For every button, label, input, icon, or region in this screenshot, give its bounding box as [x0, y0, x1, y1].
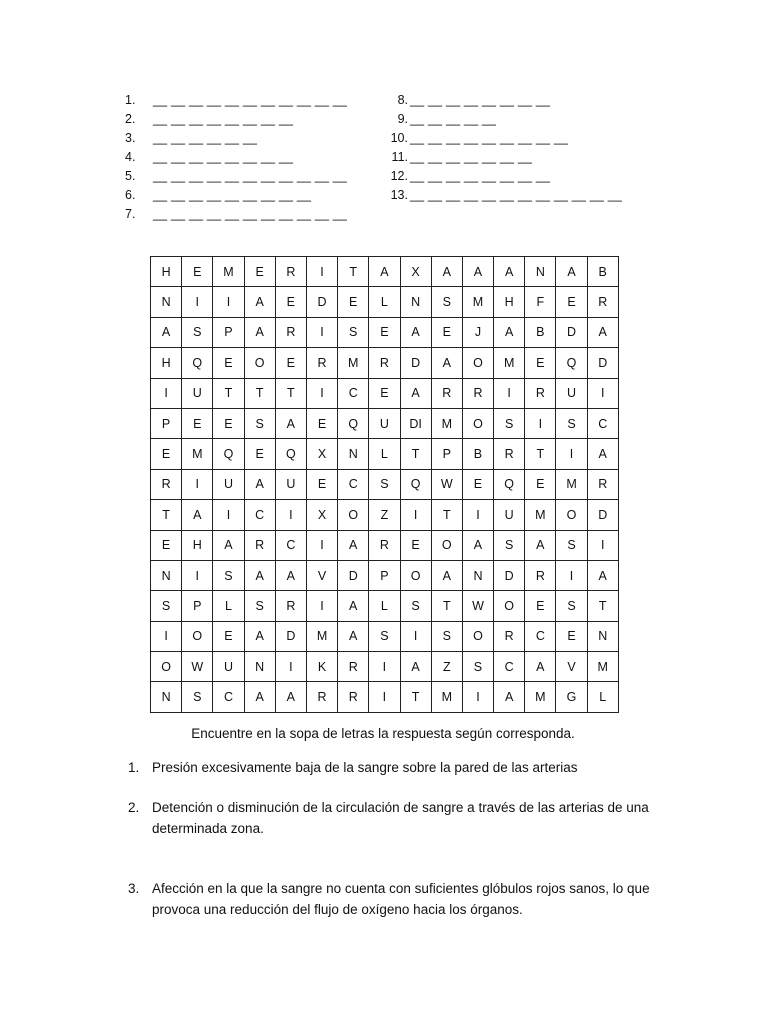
grid-cell[interactable]: T: [587, 591, 618, 621]
grid-cell[interactable]: M: [587, 652, 618, 682]
answer-blank: __ __ __ __ __ __ __ __ __ __ __: [153, 169, 348, 183]
grid-cell[interactable]: C: [525, 621, 556, 651]
grid-cell[interactable]: P: [182, 591, 213, 621]
grid-cell[interactable]: S: [182, 317, 213, 347]
grid-cell[interactable]: S: [556, 591, 587, 621]
grid-cell[interactable]: A: [244, 560, 275, 590]
grid-cell[interactable]: D: [556, 317, 587, 347]
grid-cell[interactable]: Q: [400, 469, 431, 499]
grid-row: [151, 652, 619, 682]
grid-cell[interactable]: S: [369, 469, 400, 499]
grid-cell[interactable]: T: [400, 682, 431, 712]
grid-cell[interactable]: I: [494, 378, 525, 408]
grid-cell[interactable]: E: [244, 257, 275, 287]
grid-row: [151, 287, 619, 317]
grid-cell[interactable]: I: [306, 591, 337, 621]
grid-cell[interactable]: R: [275, 317, 306, 347]
grid-cell[interactable]: U: [213, 652, 244, 682]
grid-cell[interactable]: U: [213, 469, 244, 499]
grid-cell[interactable]: A: [338, 591, 369, 621]
grid-cell[interactable]: S: [338, 317, 369, 347]
clue-text: Detención o disminución de la circulación de sangre a través de las arterias de una determinada zona.: [152, 800, 649, 836]
grid-row: [151, 560, 619, 590]
grid-cell[interactable]: M: [462, 287, 493, 317]
grid-cell[interactable]: S: [369, 621, 400, 651]
grid-cell[interactable]: A: [275, 682, 306, 712]
answer-blank-row: [125, 167, 347, 186]
grid-cell[interactable]: M: [306, 621, 337, 651]
grid-cell[interactable]: S: [182, 682, 213, 712]
answer-blank-row: [386, 110, 622, 129]
grid-cell[interactable]: A: [244, 621, 275, 651]
grid-cell[interactable]: E: [556, 621, 587, 651]
grid-cell[interactable]: A: [431, 560, 462, 590]
grid-cell[interactable]: H: [494, 287, 525, 317]
answer-blank-row: [386, 148, 622, 167]
grid-cell[interactable]: J: [462, 317, 493, 347]
grid-cell[interactable]: X: [400, 257, 431, 287]
grid-cell[interactable]: V: [556, 652, 587, 682]
grid-cell[interactable]: Q: [275, 439, 306, 469]
grid-cell[interactable]: E: [400, 530, 431, 560]
grid-cell[interactable]: S: [151, 591, 182, 621]
clue-item: [128, 757, 668, 778]
grid-cell[interactable]: S: [494, 530, 525, 560]
grid-cell[interactable]: O: [462, 408, 493, 438]
grid-cell[interactable]: S: [556, 530, 587, 560]
grid-cell[interactable]: O: [462, 348, 493, 378]
grid-cell[interactable]: I: [400, 500, 431, 530]
grid-cell[interactable]: N: [244, 652, 275, 682]
grid-cell[interactable]: D: [275, 621, 306, 651]
grid-cell[interactable]: E: [306, 408, 337, 438]
grid-cell[interactable]: R: [338, 682, 369, 712]
grid-row: [151, 621, 619, 651]
grid-row: [151, 348, 619, 378]
clue-item: [128, 797, 668, 839]
grid-cell[interactable]: A: [244, 317, 275, 347]
grid-cell[interactable]: DI: [400, 408, 431, 438]
grid-cell[interactable]: B: [525, 317, 556, 347]
grid-cell[interactable]: N: [338, 439, 369, 469]
grid-cell[interactable]: I: [400, 621, 431, 651]
grid-cell[interactable]: E: [525, 348, 556, 378]
grid-cell[interactable]: E: [306, 469, 337, 499]
grid-cell[interactable]: S: [213, 560, 244, 590]
grid-cell[interactable]: I: [556, 560, 587, 590]
grid-cell[interactable]: F: [525, 287, 556, 317]
grid-cell[interactable]: E: [556, 287, 587, 317]
grid-cell[interactable]: A: [400, 652, 431, 682]
grid-cell[interactable]: I: [151, 621, 182, 651]
answer-number: 13.: [390, 188, 408, 202]
clue-text: Afección en la que la sangre no cuenta con suficientes glóbulos rojos sanos, lo que provoca una reducción del flujo de oxígeno hacia los órganos.: [152, 881, 650, 917]
grid-cell[interactable]: N: [587, 621, 618, 651]
answer-blank: __ __ __ __ __ __ __ __: [410, 93, 551, 107]
grid-cell[interactable]: H: [151, 257, 182, 287]
word-search-grid: [150, 256, 619, 713]
answer-blank: __ __ __ __ __ __ __ __ __ __ __: [153, 207, 348, 221]
answer-blank-row: [125, 186, 347, 205]
clue-number: 1.: [128, 760, 140, 775]
grid-cell[interactable]: T: [338, 257, 369, 287]
grid-cell[interactable]: O: [400, 560, 431, 590]
grid-cell[interactable]: Q: [338, 408, 369, 438]
instructions: Encuentre en la sopa de letras la respuesta según corresponda.: [191, 726, 575, 741]
grid-row: [151, 682, 619, 712]
grid-cell[interactable]: N: [525, 257, 556, 287]
grid-cell[interactable]: P: [213, 317, 244, 347]
grid-cell[interactable]: X: [306, 500, 337, 530]
answer-number: 1.: [125, 93, 136, 107]
grid-cell[interactable]: I: [369, 652, 400, 682]
grid-cell[interactable]: O: [431, 530, 462, 560]
grid-cell[interactable]: C: [338, 378, 369, 408]
grid-cell[interactable]: R: [275, 257, 306, 287]
grid-cell[interactable]: N: [151, 287, 182, 317]
grid-cell[interactable]: C: [587, 408, 618, 438]
grid-cell[interactable]: M: [525, 682, 556, 712]
grid-cell[interactable]: T: [151, 500, 182, 530]
grid-cell[interactable]: D: [400, 348, 431, 378]
grid-cell[interactable]: S: [431, 287, 462, 317]
grid-cell[interactable]: A: [462, 257, 493, 287]
grid-cell[interactable]: A: [587, 317, 618, 347]
grid-cell[interactable]: I: [182, 287, 213, 317]
grid-cell[interactable]: U: [275, 469, 306, 499]
grid-cell[interactable]: V: [306, 560, 337, 590]
grid-cell[interactable]: R: [275, 591, 306, 621]
grid-cell[interactable]: A: [338, 621, 369, 651]
grid-cell[interactable]: I: [182, 560, 213, 590]
grid-cell[interactable]: G: [556, 682, 587, 712]
grid-cell[interactable]: L: [587, 682, 618, 712]
grid-cell[interactable]: S: [462, 652, 493, 682]
grid-cell[interactable]: E: [525, 469, 556, 499]
answer-blank: __ __ __ __ __ __: [153, 131, 258, 145]
grid-cell[interactable]: C: [244, 500, 275, 530]
grid-cell[interactable]: A: [587, 439, 618, 469]
grid-cell[interactable]: O: [151, 652, 182, 682]
grid-cell[interactable]: P: [369, 560, 400, 590]
grid-cell[interactable]: M: [525, 500, 556, 530]
grid-cell[interactable]: M: [338, 348, 369, 378]
grid-row: [151, 469, 619, 499]
grid-cell[interactable]: A: [244, 682, 275, 712]
grid-row: [151, 439, 619, 469]
clue-number: 3.: [128, 881, 140, 896]
grid-cell[interactable]: A: [244, 287, 275, 317]
grid-cell[interactable]: I: [525, 408, 556, 438]
answer-blank-row: [125, 148, 347, 167]
grid-cell[interactable]: R: [525, 560, 556, 590]
grid-cell[interactable]: T: [431, 500, 462, 530]
answer-blank: __ __ __ __ __ __ __ __ __: [153, 188, 312, 202]
grid-cell[interactable]: A: [587, 560, 618, 590]
answer-number: 3.: [125, 131, 136, 145]
grid-cell[interactable]: I: [587, 378, 618, 408]
grid-cell[interactable]: D: [587, 348, 618, 378]
answer-blank: __ __ __ __ __ __ __ __ __ __ __ __: [410, 188, 623, 202]
grid-cell[interactable]: Q: [182, 348, 213, 378]
grid-cell[interactable]: E: [275, 348, 306, 378]
answer-blank: __ __ __ __ __: [410, 112, 497, 126]
grid-cell[interactable]: T: [244, 378, 275, 408]
grid-cell[interactable]: I: [587, 530, 618, 560]
grid-cell[interactable]: A: [151, 317, 182, 347]
grid-cell[interactable]: I: [462, 500, 493, 530]
answer-blank-row: [125, 129, 347, 148]
grid-cell[interactable]: D: [494, 560, 525, 590]
grid-cell[interactable]: E: [244, 439, 275, 469]
answer-number: 9.: [397, 112, 408, 126]
grid-cell[interactable]: E: [369, 378, 400, 408]
grid-cell[interactable]: A: [182, 500, 213, 530]
grid-cell[interactable]: R: [306, 348, 337, 378]
grid-cell[interactable]: K: [306, 652, 337, 682]
grid-cell[interactable]: W: [182, 652, 213, 682]
answer-blank: __ __ __ __ __ __ __ __: [153, 112, 294, 126]
grid-cell[interactable]: R: [494, 621, 525, 651]
grid-cell[interactable]: O: [556, 500, 587, 530]
grid-cell[interactable]: A: [494, 682, 525, 712]
grid-cell[interactable]: S: [494, 408, 525, 438]
grid-cell[interactable]: O: [494, 591, 525, 621]
grid-cell[interactable]: A: [556, 257, 587, 287]
answer-blanks-right: [386, 91, 622, 205]
grid-cell[interactable]: M: [182, 439, 213, 469]
grid-cell[interactable]: A: [244, 469, 275, 499]
answer-blank: __ __ __ __ __ __ __ __ __ __ __: [153, 93, 348, 107]
grid-cell[interactable]: I: [306, 317, 337, 347]
grid-cell[interactable]: Z: [369, 500, 400, 530]
grid-cell[interactable]: E: [213, 348, 244, 378]
grid-cell[interactable]: R: [306, 682, 337, 712]
grid-cell[interactable]: R: [244, 530, 275, 560]
grid-cell[interactable]: E: [182, 257, 213, 287]
grid-cell[interactable]: O: [462, 621, 493, 651]
grid-cell[interactable]: T: [213, 378, 244, 408]
grid-cell[interactable]: R: [151, 469, 182, 499]
grid-cell[interactable]: C: [213, 682, 244, 712]
grid-cell[interactable]: S: [556, 408, 587, 438]
grid-cell[interactable]: D: [587, 500, 618, 530]
grid-cell[interactable]: R: [525, 378, 556, 408]
answer-number: 10.: [390, 131, 408, 145]
answer-blank: __ __ __ __ __ __ __: [410, 150, 533, 164]
grid-cell[interactable]: P: [431, 439, 462, 469]
grid-cell[interactable]: P: [151, 408, 182, 438]
grid-cell[interactable]: S: [431, 621, 462, 651]
grid-cell[interactable]: C: [494, 652, 525, 682]
grid-cell[interactable]: R: [431, 378, 462, 408]
grid-cell[interactable]: A: [400, 317, 431, 347]
grid-cell[interactable]: U: [556, 378, 587, 408]
grid-cell[interactable]: L: [213, 591, 244, 621]
answer-blank-row: [125, 110, 347, 129]
grid-cell[interactable]: R: [587, 469, 618, 499]
answer-number: 5.: [125, 169, 136, 183]
grid-cell[interactable]: Q: [213, 439, 244, 469]
answer-number: 2.: [125, 112, 136, 126]
grid-cell[interactable]: M: [431, 408, 462, 438]
answer-number: 11.: [391, 150, 408, 164]
grid-cell[interactable]: E: [431, 317, 462, 347]
grid-cell[interactable]: I: [275, 652, 306, 682]
answer-number: 7.: [125, 207, 136, 221]
answer-blank: __ __ __ __ __ __ __ __: [153, 150, 294, 164]
grid-cell[interactable]: E: [213, 408, 244, 438]
grid-cell[interactable]: T: [431, 591, 462, 621]
grid-cell[interactable]: I: [275, 500, 306, 530]
grid-cell[interactable]: A: [525, 652, 556, 682]
answer-blank-row: [386, 186, 622, 205]
grid-cell[interactable]: U: [369, 408, 400, 438]
grid-cell[interactable]: N: [151, 560, 182, 590]
grid-cell[interactable]: M: [431, 682, 462, 712]
clue-number: 2.: [128, 800, 140, 815]
grid-cell[interactable]: N: [400, 287, 431, 317]
grid-cell[interactable]: Q: [494, 469, 525, 499]
grid-cell[interactable]: H: [151, 348, 182, 378]
grid-cell[interactable]: I: [306, 257, 337, 287]
grid-cell[interactable]: A: [369, 257, 400, 287]
grid-cell[interactable]: B: [462, 439, 493, 469]
grid-cell[interactable]: M: [494, 348, 525, 378]
grid-cell[interactable]: I: [151, 378, 182, 408]
grid-cell[interactable]: Z: [431, 652, 462, 682]
grid-cell[interactable]: T: [525, 439, 556, 469]
grid-cell[interactable]: T: [400, 439, 431, 469]
grid-cell[interactable]: I: [306, 530, 337, 560]
grid-cell[interactable]: U: [182, 378, 213, 408]
answer-blank: __ __ __ __ __ __ __ __: [410, 169, 551, 183]
grid-row: [151, 408, 619, 438]
grid-cell[interactable]: I: [556, 439, 587, 469]
grid-cell[interactable]: I: [182, 469, 213, 499]
grid-cell[interactable]: R: [369, 348, 400, 378]
grid-cell[interactable]: I: [369, 682, 400, 712]
grid-cell[interactable]: A: [400, 378, 431, 408]
grid-cell[interactable]: C: [338, 469, 369, 499]
grid-cell[interactable]: A: [213, 530, 244, 560]
grid-cell[interactable]: I: [213, 500, 244, 530]
grid-cell[interactable]: E: [151, 439, 182, 469]
grid-cell[interactable]: R: [587, 287, 618, 317]
grid-cell[interactable]: D: [306, 287, 337, 317]
grid-cell[interactable]: E: [213, 621, 244, 651]
grid-cell[interactable]: I: [213, 287, 244, 317]
grid-cell[interactable]: R: [369, 530, 400, 560]
grid-cell[interactable]: E: [369, 317, 400, 347]
grid-cell[interactable]: E: [462, 469, 493, 499]
clue-text: Presión excesivamente baja de la sangre sobre la pared de las arterias: [152, 760, 578, 775]
answer-blank: __ __ __ __ __ __ __ __ __: [410, 131, 569, 145]
grid-cell[interactable]: A: [525, 530, 556, 560]
grid-cell[interactable]: T: [275, 378, 306, 408]
grid-cell[interactable]: B: [587, 257, 618, 287]
grid-cell[interactable]: W: [462, 591, 493, 621]
grid-cell[interactable]: I: [306, 378, 337, 408]
grid-cell[interactable]: L: [369, 439, 400, 469]
grid-cell[interactable]: Q: [556, 348, 587, 378]
grid-cell[interactable]: S: [400, 591, 431, 621]
answer-blanks-left: [125, 91, 347, 224]
grid-row: [151, 257, 619, 287]
grid-cell[interactable]: E: [275, 287, 306, 317]
grid-cell[interactable]: D: [338, 560, 369, 590]
grid-cell[interactable]: A: [462, 530, 493, 560]
grid-cell[interactable]: M: [556, 469, 587, 499]
grid-cell[interactable]: X: [306, 439, 337, 469]
clue-list: [128, 757, 668, 920]
grid-cell[interactable]: U: [494, 500, 525, 530]
grid-row: [151, 317, 619, 347]
grid-cell[interactable]: A: [275, 408, 306, 438]
grid-cell[interactable]: N: [462, 560, 493, 590]
grid-cell[interactable]: A: [431, 348, 462, 378]
grid-cell[interactable]: I: [462, 682, 493, 712]
grid-row: [151, 500, 619, 530]
grid-cell[interactable]: R: [494, 439, 525, 469]
grid-cell[interactable]: R: [462, 378, 493, 408]
grid-cell[interactable]: A: [494, 257, 525, 287]
answer-number: 12.: [390, 169, 408, 183]
grid-cell[interactable]: R: [338, 652, 369, 682]
answer-blank-row: [386, 167, 622, 186]
answer-blank-row: [386, 91, 622, 110]
answer-number: 8.: [397, 93, 408, 107]
answer-blank-row: [386, 129, 622, 148]
answer-number: 4.: [125, 150, 136, 164]
grid-cell[interactable]: A: [494, 317, 525, 347]
clue-item: [128, 878, 668, 920]
answer-blank-row: [125, 205, 347, 224]
grid-cell[interactable]: E: [338, 287, 369, 317]
grid-cell[interactable]: C: [275, 530, 306, 560]
grid-row: [151, 530, 619, 560]
grid-row: [151, 378, 619, 408]
grid-cell[interactable]: N: [151, 682, 182, 712]
grid-cell[interactable]: E: [182, 408, 213, 438]
grid-cell[interactable]: H: [182, 530, 213, 560]
grid-cell[interactable]: A: [338, 530, 369, 560]
answer-number: 6.: [125, 188, 136, 202]
grid-cell[interactable]: A: [431, 257, 462, 287]
answer-blank-row: [125, 91, 347, 110]
grid-cell[interactable]: M: [213, 257, 244, 287]
grid-cell[interactable]: W: [431, 469, 462, 499]
grid-cell[interactable]: O: [182, 621, 213, 651]
grid-row: [151, 591, 619, 621]
grid-cell[interactable]: E: [151, 530, 182, 560]
grid-cell[interactable]: O: [338, 500, 369, 530]
grid-cell[interactable]: A: [275, 560, 306, 590]
grid-cell[interactable]: S: [244, 591, 275, 621]
grid-cell[interactable]: E: [525, 591, 556, 621]
grid-cell[interactable]: L: [369, 591, 400, 621]
grid-cell[interactable]: S: [244, 408, 275, 438]
grid-cell[interactable]: L: [369, 287, 400, 317]
grid-cell[interactable]: O: [244, 348, 275, 378]
